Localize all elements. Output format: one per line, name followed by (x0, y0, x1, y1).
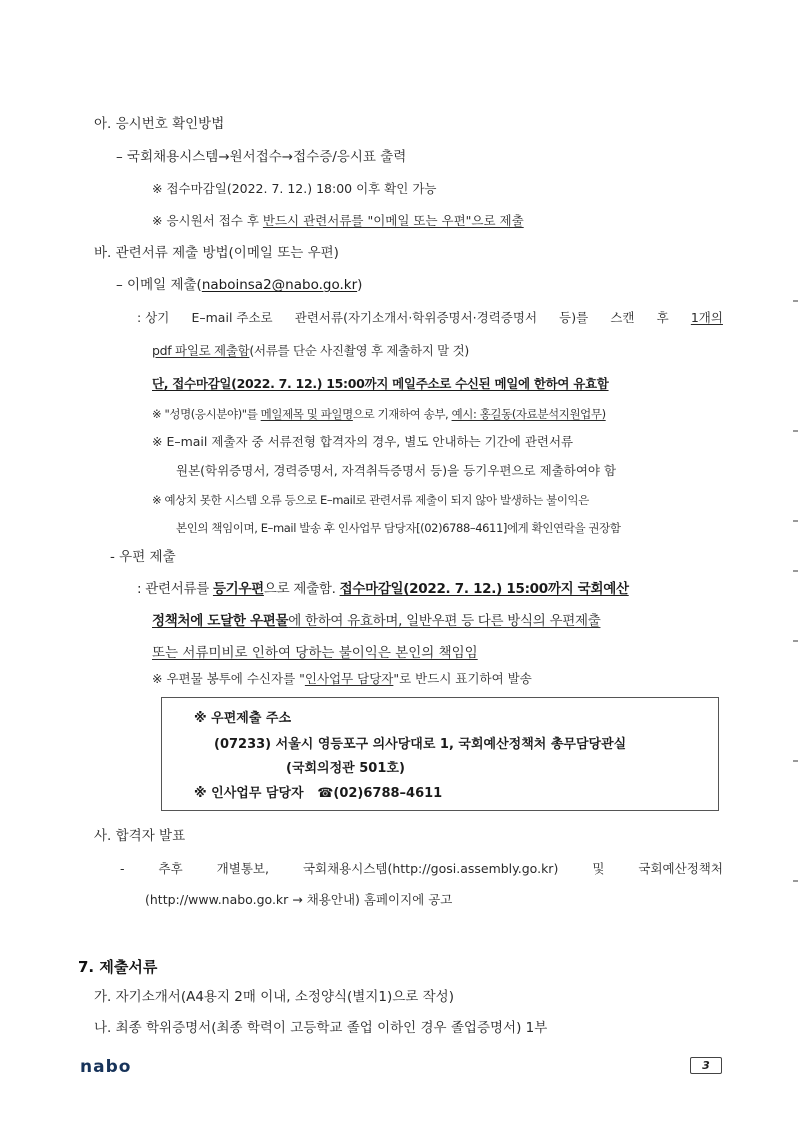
announcement-word: - (120, 861, 125, 876)
announcement-word: 국회예산정책처 (638, 861, 723, 876)
email-desc-word: 관련서류(자기소개서·학위증명서·경력증명서 (294, 310, 538, 325)
post-registered-mail: 등기우편 (212, 581, 264, 597)
envelope-recipient: 인사업무 담당자 (304, 671, 394, 686)
edge-mark (793, 520, 798, 522)
email-pdf-note: (서류를 단순 사진촬영 후 제출하지 말 것) (249, 343, 469, 358)
section7-item-1: 가. 자기소개서(A4용지 2매 이내, 소정양식(별지1)으로 작성) (94, 989, 454, 1005)
email-address-link[interactable]: naboinsa2@nabo.go.kr (201, 277, 358, 293)
post-arrived-mail: 정책처에 도달한 우편물 (152, 613, 289, 629)
hr-contact-label: ※ 인사업무 담당자 (194, 786, 304, 801)
section-a-heading: 아. 응시번호 확인방법 (94, 116, 225, 132)
note-subject-mid: 으로 기재하여 송부, (352, 407, 452, 421)
email-note-error-2: 본인의 책임이며, E–mail 발송 후 인사업무 담당자[(02)6788–4611]에게 확인연락을 권장함 (176, 521, 621, 535)
email-title-prefix: – 이메일 제출( (116, 277, 202, 293)
email-desc-line1 (137, 309, 723, 327)
email-note-error-1: ※ 예상치 못한 시스템 오류 등으로 E–mail로 관련서류 제출이 되지 않아 발생하는 불이익은 (152, 493, 589, 507)
address-box-title: ※ 우편제출 주소 (194, 711, 292, 726)
post-desc-line1 (137, 580, 629, 598)
section-a-item: – 국회채용시스템→원서접수→접수증/응시표 출력 (116, 149, 407, 165)
post-deadline: 접수마감일(2022. 7. 12.) 15:00까지 국회예산 (339, 581, 629, 597)
envelope-suffix: "로 반드시 표기하여 발송 (393, 671, 532, 686)
email-desc-word: 후 (656, 310, 669, 325)
edge-mark (793, 640, 798, 642)
note-subject-prefix: ※ "성명(응시분야)"를 (152, 407, 261, 421)
email-note-original-1: ※ E–mail 제출자 중 서류전형 합격자의 경우, 별도 안내하는 기간에 관련서류 (152, 434, 574, 449)
email-deadline: 단, 접수마감일(2022. 7. 12.) 15:00까지 메일주소로 수신된 메일에 한하여 유효함 (152, 376, 609, 391)
edge-mark (793, 570, 798, 572)
email-desc-word: 1개의 (690, 310, 723, 325)
announcement-line1 (120, 860, 723, 878)
email-desc-word: 등)를 (559, 310, 589, 325)
section-a-note-submit (152, 212, 524, 230)
post-submission-title: - 우편 제출 (110, 549, 176, 565)
email-pdf-requirement: pdf 파일로 제출함 (152, 343, 250, 358)
email-note-original-2: 원본(학위증명서, 경력증명서, 자격취득증명서 등)을 등기우편으로 제출하여야 함 (176, 463, 617, 478)
post-desc2-rest: 에 한하여 유효하며, 일반우편 등 다른 방식의 우편제출 (288, 613, 601, 629)
edge-mark (793, 760, 798, 762)
edge-mark (793, 430, 798, 432)
announcement-line2: (http://www.nabo.go.kr → 채용안내) 홈페이지에 공고 (145, 892, 453, 907)
announcement-word: 및 (592, 861, 605, 876)
edge-mark (793, 880, 798, 882)
post-desc-line2 (152, 612, 600, 630)
note-submit-underlined: 반드시 관련서류를 "이메일 또는 우편"으로 제출 (262, 213, 524, 228)
section-b-heading: 바. 관련서류 제출 방법(이메일 또는 우편) (94, 245, 339, 261)
email-desc-line2 (152, 342, 469, 360)
email-title-suffix: ) (357, 277, 363, 293)
envelope-prefix: ※ 우편물 봉투에 수신자를 " (152, 671, 305, 686)
email-note-subject (152, 405, 606, 423)
email-submission-title (116, 276, 362, 294)
email-desc-word: 스캔 (610, 310, 635, 325)
postal-address-box (161, 697, 719, 811)
postal-address: (07233) 서울시 영등포구 의사당대로 1, 국회예산정책처 총무담당관실 (214, 737, 627, 752)
section7-item-2: 나. 최종 학위증명서(최종 학력이 고등학교 졸업 이하인 경우 졸업증명서) 1부 (94, 1020, 548, 1036)
email-desc-word: E–mail 주소로 (191, 310, 273, 325)
announcement-word: 추후 (158, 861, 183, 876)
edge-mark (793, 300, 798, 302)
post-desc-line3: 또는 서류미비로 인하여 당하는 불이익은 본인의 책임임 (152, 645, 478, 661)
post-desc1-prefix: : 관련서류를 (137, 581, 213, 597)
section7-heading: 7. 제출서류 (78, 958, 158, 976)
post-envelope-note (152, 670, 532, 688)
postal-building: (국회의정관 501호) (286, 761, 405, 776)
page-number: 3 (690, 1057, 722, 1074)
note-subject-u1: 메일제목 및 파일명 (260, 407, 353, 421)
section-a-note-deadline: ※ 접수마감일(2022. 7. 12.) 18:00 이후 확인 가능 (152, 181, 437, 196)
announcement-word: 개별통보, (216, 861, 269, 876)
nabo-logo: nabo (80, 1057, 132, 1077)
section-c-heading: 사. 합격자 발표 (94, 828, 186, 844)
hr-contact (194, 785, 442, 803)
note-subject-u2: 예시: 홍길동(자료분석지원업무) (451, 407, 606, 421)
note-submit-prefix: ※ 응시원서 접수 후 (152, 213, 263, 228)
announcement-word: 국회채용시스템(http://gosi.assembly.go.kr) (302, 861, 559, 876)
email-desc-word: : 상기 (137, 310, 170, 325)
hr-contact-phone: ☎(02)6788–4611 (317, 786, 443, 801)
post-desc1-mid: 으로 제출함. (263, 581, 340, 597)
